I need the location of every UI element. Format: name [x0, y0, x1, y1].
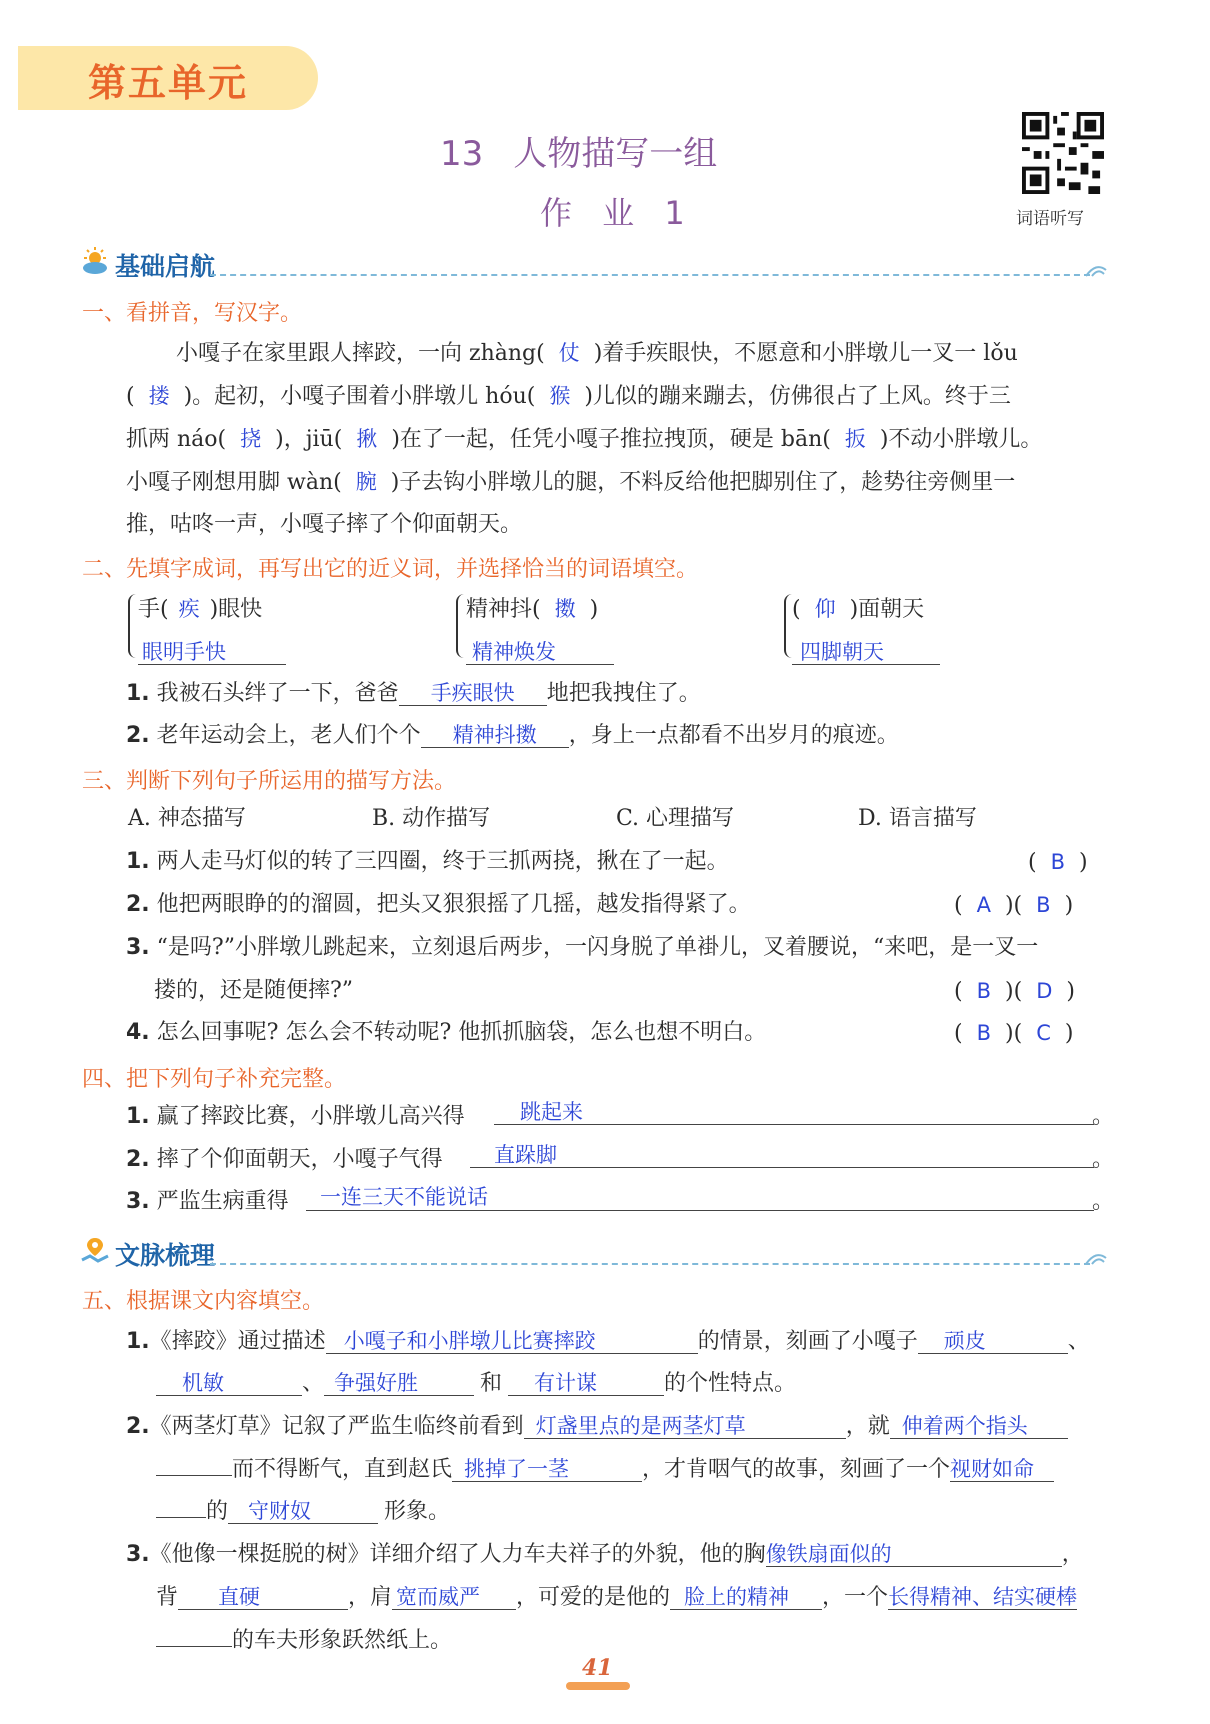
answer: 争强好胜	[334, 1371, 419, 1395]
text: 严监生病重得	[156, 1189, 289, 1214]
page-number-decoration	[566, 1682, 630, 1690]
text: 形象。	[384, 1499, 451, 1524]
answer: 揪	[356, 427, 378, 451]
q3-item3	[126, 937, 1038, 959]
q3-option-d: D. 语言描写	[858, 806, 977, 831]
answer: 有计谋	[534, 1371, 598, 1395]
text: ，身上一点都看不出岁月的痕迹。	[568, 723, 899, 748]
bracket	[128, 594, 136, 658]
answer: 视财如命	[950, 1457, 1035, 1481]
answer: 机敏	[182, 1371, 224, 1395]
q3-option-c: C. 心理描写	[616, 806, 735, 831]
sun-cloud-icon	[80, 247, 110, 275]
text: 小嘎子刚想用脚 wàn(	[126, 470, 342, 495]
text: 我被石头绊了一下，爸爸	[156, 681, 399, 706]
answer: 挑掉了一茎	[464, 1457, 570, 1481]
q3-heading: 三、判断下列句子所运用的描写方法。	[82, 769, 457, 794]
answer: 挠	[240, 427, 262, 451]
answer: B	[1036, 893, 1051, 917]
text: 抓两 náo(	[126, 427, 227, 452]
q5-item3-line3	[156, 1630, 452, 1652]
text: )子去钩小胖墩儿的腿，不料反给他把脚别住了，趁势往旁侧里一	[390, 470, 1016, 495]
q1-heading: 一、看拼音，写汉字。	[82, 301, 303, 326]
unit-title: 第五单元	[88, 61, 249, 105]
text: )，jiū(	[275, 427, 343, 452]
text: (	[792, 597, 801, 622]
map-pin-icon	[80, 1236, 110, 1264]
item-number: 4.	[126, 1020, 150, 1045]
answer: 长得精神、结实硬棒	[888, 1585, 1078, 1609]
text: 、	[302, 1371, 325, 1396]
q4-item1	[126, 1106, 465, 1128]
answer: B	[1050, 850, 1066, 874]
text: 精神抖(	[466, 597, 541, 622]
item-number: 3.	[126, 935, 150, 960]
text: 手(	[138, 597, 169, 622]
q1-line2	[126, 385, 1011, 408]
bracket	[784, 594, 792, 658]
text: 和	[480, 1371, 503, 1396]
q3-item1	[126, 851, 729, 873]
q4-answer1: 跳起来	[520, 1100, 583, 1124]
item-number: 1.	[126, 1104, 150, 1129]
q4-item3	[126, 1191, 289, 1213]
text: )	[589, 597, 599, 622]
q1-line4	[126, 471, 1015, 494]
answer: 伸着两个指头	[901, 1414, 1028, 1438]
text: )。起初，小嘎子围着小胖墩儿 hóu(	[183, 384, 536, 409]
q2-group1-word	[138, 598, 262, 621]
q5-item1-line1	[126, 1330, 1090, 1354]
period: 。	[1092, 1104, 1115, 1129]
text: ，才肯咽气的故事，刻画了一个	[642, 1457, 951, 1482]
answer: 小嘎子和小胖墩儿比赛摔跤	[343, 1329, 596, 1353]
text: 而不得断气，直到赵氏	[232, 1457, 453, 1482]
answer: 擞	[554, 597, 576, 621]
q3-item2-answer: ( A )( B )	[954, 893, 1074, 918]
text: 、	[1067, 1329, 1090, 1354]
text: “是吗?”小胖墩儿跳起来，立刻退后两步，一闪身脱了单褂儿，叉着腰说，“来吧，是一叉一	[156, 935, 1039, 960]
q2-group3-word	[792, 598, 924, 621]
answer: D	[1036, 979, 1053, 1003]
text: 小嘎子在家里跟人摔跤，一向 zhàng(	[176, 341, 545, 366]
text: ，	[1061, 1542, 1084, 1567]
q2-group2-synonym: 精神焕发	[472, 640, 556, 664]
text: 怎么回事呢? 怎么会不转动呢? 他抓抓脑袋，怎么也想不明白。	[156, 1020, 767, 1045]
item-number: 3.	[126, 1542, 150, 1567]
text: 地把我拽住了。	[546, 681, 701, 706]
section-divider	[210, 274, 1090, 276]
answer: 宽而威严	[396, 1585, 481, 1609]
underline	[494, 1124, 1094, 1125]
text: 的	[206, 1499, 229, 1524]
q1-line1	[176, 342, 1018, 365]
answer: A	[976, 893, 991, 917]
qr-code-icon[interactable]	[1022, 112, 1104, 194]
q5-item2-line2	[156, 1458, 1054, 1482]
text: 老年运动会上，老人们个个	[156, 723, 421, 748]
item-number: 1.	[126, 849, 150, 874]
text: )儿似的蹦来蹦去，仿佛很占了上风。终于三	[584, 384, 1011, 409]
answer: 直硬	[218, 1585, 261, 1609]
period: 。	[1092, 1147, 1115, 1172]
q3-item4-answer: ( B )( C )	[954, 1021, 1074, 1046]
q3-item2	[126, 894, 751, 916]
q3-item3-answer: ( B )( D )	[954, 979, 1075, 1004]
q4-answer3: 一连三天不能说话	[320, 1185, 488, 1209]
answer: 像铁扇面似的	[765, 1542, 892, 1566]
q4-heading: 四、把下列句子补充完整。	[82, 1067, 347, 1092]
answer: 精神抖擞	[452, 723, 537, 747]
item-number: 2.	[126, 1414, 150, 1439]
text: 摔了个仰面朝天，小嘎子气得	[156, 1147, 443, 1172]
q4-answer2: 直跺脚	[494, 1143, 557, 1167]
q5-item2-line3	[156, 1500, 450, 1524]
text: 两人走马灯似的转了三四圈，终于三抓两挠，揪在了一起。	[156, 849, 729, 874]
item-number: 1.	[126, 1329, 150, 1354]
q3-item4	[126, 1022, 766, 1044]
text: )在了一起，任凭小嘎子推拉拽顶，硬是 bān(	[391, 427, 831, 452]
period: 。	[1092, 1189, 1115, 1214]
answer: 搂	[148, 384, 170, 408]
lesson-number: 13	[440, 134, 484, 174]
wave-icon	[1084, 1250, 1108, 1266]
answer: 仗	[558, 341, 580, 365]
answer: 手疾眼快	[430, 681, 515, 705]
q4-item2	[126, 1149, 443, 1171]
section-basics: 基础启航	[115, 252, 216, 281]
item-number: 1.	[126, 681, 150, 706]
text: 的车夫形象跃然纸上。	[232, 1628, 453, 1653]
q5-item1-line2	[156, 1372, 796, 1396]
text: )着手疾眼快，不愿意和小胖墩儿一叉一 lǒu	[593, 341, 1018, 366]
answer: C	[1036, 1021, 1051, 1045]
text: )眼快	[209, 597, 263, 622]
text: )面朝天	[849, 597, 925, 622]
text: (	[126, 384, 135, 409]
bracket	[456, 594, 464, 658]
item-number: 3.	[126, 1189, 150, 1214]
q2-group1-synonym: 眼明手快	[142, 640, 226, 664]
q5-heading: 五、根据课文内容填空。	[82, 1289, 325, 1314]
answer: 守财奴	[248, 1499, 312, 1523]
q2-heading: 二、先填字成词，再写出它的近义词，并选择恰当的词语填空。	[82, 557, 699, 582]
lesson-name: 人物描写一组	[513, 134, 718, 174]
q2-group2-word	[466, 598, 598, 621]
section-review: 文脉梳理	[115, 1241, 216, 1270]
text: 《他像一棵挺脱的树》详细介绍了人力车夫祥子的外貌，他的胸	[149, 1542, 766, 1567]
text: ，就	[845, 1414, 890, 1439]
item-number: 2.	[126, 723, 150, 748]
q5-item3-line1	[126, 1543, 1084, 1567]
text: ，一个	[822, 1585, 889, 1610]
underline	[138, 664, 286, 665]
underline	[792, 664, 940, 665]
answer: B	[976, 1021, 992, 1045]
answer: 灯盏里点的是两茎灯草	[535, 1414, 746, 1438]
item-number: 2.	[126, 892, 150, 917]
underline	[470, 1167, 1094, 1168]
q2-sentence1	[126, 682, 701, 706]
underline	[466, 664, 614, 665]
answer: 顽皮	[943, 1329, 986, 1353]
section-divider	[210, 1263, 1090, 1265]
answer: 脸上的精神	[684, 1585, 790, 1609]
text: 《摔跤》通过描述	[149, 1329, 326, 1354]
q5-item3-line2	[156, 1586, 1077, 1610]
wave-icon	[1084, 262, 1108, 278]
q3-item3-cont: 搂的，还是随便摔?”	[154, 978, 354, 1003]
answer: B	[976, 979, 992, 1003]
answer: 仰	[814, 597, 836, 621]
q1-line5: 推，咕咚一声，小嘎子摔了个仰面朝天。	[126, 512, 523, 537]
answer: 腕	[355, 470, 377, 494]
lesson-title	[440, 126, 717, 175]
text: ，可爱的是他的	[516, 1585, 671, 1610]
q2-group3-synonym: 四脚朝天	[800, 640, 884, 664]
q2-sentence2	[126, 724, 899, 748]
text: 他把两眼睁的的溜圆，把头又狠狠摇了几摇，越发指得紧了。	[156, 892, 751, 917]
q1-line3	[126, 428, 1042, 451]
answer: 猴	[549, 384, 571, 408]
answer: 扳	[844, 427, 866, 451]
text: ，肩	[348, 1585, 393, 1610]
page-number: 41	[582, 1655, 613, 1681]
text: 《两茎灯草》记叙了严监生临终前看到	[149, 1414, 524, 1439]
q3-option-a: A. 神态描写	[128, 806, 246, 831]
text: )不动小胖墩儿。	[879, 427, 1043, 452]
text: 的个性特点。	[664, 1371, 797, 1396]
text: 背	[156, 1585, 179, 1610]
q5-item2-line1	[126, 1415, 1068, 1439]
text: 的情景，刻画了小嘎子	[697, 1329, 918, 1354]
text: 赢了摔跤比赛，小胖墩儿高兴得	[156, 1104, 465, 1129]
underline	[306, 1210, 1094, 1211]
answer: 疾	[178, 597, 200, 621]
qr-label: 词语听写	[1016, 209, 1084, 229]
q3-item1-answer: ( B )	[1028, 850, 1088, 875]
item-number: 2.	[126, 1147, 150, 1172]
q3-option-b: B. 动作描写	[372, 806, 491, 831]
homework-title: 作 业 1	[540, 194, 695, 232]
